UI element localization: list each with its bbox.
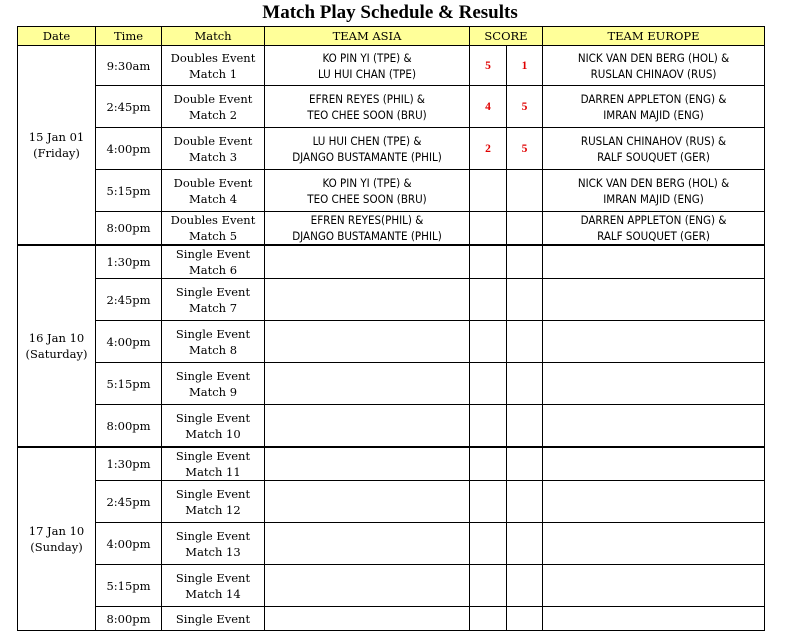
match-number: Match 9 bbox=[188, 384, 238, 399]
event-type: Single Event bbox=[175, 368, 251, 383]
team-asia-cell bbox=[265, 523, 470, 565]
team-asia-cell bbox=[265, 170, 470, 212]
page-title: Match Play Schedule & Results bbox=[262, 2, 518, 23]
score-asia: 4 bbox=[470, 86, 507, 128]
header-score: SCORE bbox=[470, 27, 543, 46]
score-asia bbox=[470, 523, 507, 565]
weekday-label: (Friday) bbox=[33, 146, 80, 160]
time-cell: 8:00pm bbox=[96, 607, 162, 631]
match-cell bbox=[162, 447, 265, 481]
match-cell bbox=[162, 523, 265, 565]
match-number: Match 10 bbox=[185, 426, 241, 441]
score-europe bbox=[507, 212, 543, 246]
time-cell: 1:30pm bbox=[96, 447, 162, 481]
europe-player-1: DARREN APPLETON (ENG) & bbox=[580, 213, 727, 227]
team-europe-cell bbox=[543, 523, 765, 565]
match-number: Match 5 bbox=[188, 229, 238, 243]
team-europe-cell bbox=[543, 565, 765, 607]
score-europe bbox=[507, 523, 543, 565]
match-cell bbox=[162, 481, 265, 523]
score-europe bbox=[507, 363, 543, 405]
event-type: Double Event bbox=[173, 175, 253, 190]
score-europe bbox=[507, 405, 543, 448]
asia-player-1: KO PIN YI (TPE) & bbox=[322, 50, 412, 65]
time-cell: 8:00pm bbox=[96, 405, 162, 448]
team-europe-cell bbox=[543, 245, 765, 279]
time-cell: 5:15pm bbox=[96, 565, 162, 607]
match-cell bbox=[162, 128, 265, 170]
match-number: Match 2 bbox=[188, 107, 238, 122]
time-cell: 4:00pm bbox=[96, 523, 162, 565]
table-row bbox=[18, 607, 765, 631]
event-type: Single Event bbox=[175, 449, 251, 463]
score-asia bbox=[470, 170, 507, 212]
europe-player-2: RALF SOUQUET (GER) bbox=[597, 149, 710, 164]
team-asia-cell bbox=[265, 321, 470, 363]
table-row bbox=[18, 447, 765, 481]
header-time: Time bbox=[96, 27, 162, 46]
europe-player-1: RUSLAN CHINAHOV (RUS) & bbox=[580, 133, 727, 148]
team-asia-cell bbox=[265, 86, 470, 128]
time-cell: 5:15pm bbox=[96, 170, 162, 212]
match-number: Match 8 bbox=[188, 342, 238, 357]
team-asia-cell bbox=[265, 447, 470, 481]
event-type: Doubles Event bbox=[170, 50, 256, 65]
header-match: Match bbox=[162, 27, 265, 46]
score-europe bbox=[507, 481, 543, 523]
match-number: Match 14 bbox=[185, 586, 241, 601]
match-cell bbox=[162, 565, 265, 607]
match-number: Match 11 bbox=[185, 465, 241, 479]
team-europe-cell bbox=[543, 128, 765, 170]
event-type: Doubles Event bbox=[170, 213, 256, 227]
time-cell: 9:30am bbox=[96, 46, 162, 86]
table-row bbox=[18, 86, 765, 128]
score-europe bbox=[507, 321, 543, 363]
table-row bbox=[18, 212, 765, 246]
score-europe: 5 bbox=[507, 86, 543, 128]
team-europe-cell bbox=[543, 363, 765, 405]
score-europe bbox=[507, 565, 543, 607]
europe-player-2: IMRAN MAJID (ENG) bbox=[603, 107, 704, 122]
table-row bbox=[18, 245, 765, 279]
header-row bbox=[18, 27, 765, 46]
match-number: Match 3 bbox=[188, 149, 238, 164]
score-asia: 2 bbox=[470, 128, 507, 170]
asia-player-2: DJANGO BUSTAMANTE (PHIL) bbox=[292, 149, 442, 164]
match-cell bbox=[162, 279, 265, 321]
time-cell: 4:00pm bbox=[96, 321, 162, 363]
team-asia-cell bbox=[265, 607, 470, 631]
event-type: Single Event bbox=[175, 486, 251, 501]
team-europe-cell bbox=[543, 447, 765, 481]
event-type: Single Event bbox=[175, 528, 251, 543]
event-type: Single Event bbox=[175, 410, 251, 425]
team-europe-cell bbox=[543, 170, 765, 212]
match-cell bbox=[162, 363, 265, 405]
team-asia-cell bbox=[265, 279, 470, 321]
score-asia bbox=[470, 212, 507, 246]
header-team-asia: TEAM ASIA bbox=[265, 27, 470, 46]
event-type: Single Event bbox=[175, 284, 251, 299]
table-row bbox=[18, 321, 765, 363]
score-asia bbox=[470, 245, 507, 279]
team-asia-cell bbox=[265, 46, 470, 86]
event-type: Single Event bbox=[175, 570, 251, 585]
team-asia-cell bbox=[265, 481, 470, 523]
table-row bbox=[18, 128, 765, 170]
date-cell bbox=[18, 46, 96, 246]
table-row bbox=[18, 481, 765, 523]
match-cell bbox=[162, 607, 265, 631]
europe-player-1: NICK VAN DEN BERG (HOL) & bbox=[577, 175, 730, 190]
europe-player-1: DARREN APPLETON (ENG) & bbox=[580, 91, 727, 106]
schedule-table bbox=[17, 26, 765, 631]
team-asia-cell bbox=[265, 405, 470, 448]
team-asia-cell bbox=[265, 128, 470, 170]
score-europe bbox=[507, 447, 543, 481]
score-asia bbox=[470, 607, 507, 631]
score-asia bbox=[470, 321, 507, 363]
time-cell: 8:00pm bbox=[96, 212, 162, 246]
team-europe-cell bbox=[543, 46, 765, 86]
score-asia bbox=[470, 279, 507, 321]
score-asia bbox=[470, 447, 507, 481]
time-cell: 2:45pm bbox=[96, 279, 162, 321]
team-europe-cell bbox=[543, 212, 765, 246]
asia-player-1: EFREN REYES (PHIL) & bbox=[309, 91, 425, 106]
asia-player-2: TEO CHEE SOON (BRU) bbox=[307, 107, 427, 122]
event-type: Single Event bbox=[175, 326, 251, 341]
asia-player-1: EFREN REYES(PHIL) & bbox=[310, 213, 424, 227]
table-row bbox=[18, 405, 765, 448]
team-europe-cell bbox=[543, 86, 765, 128]
score-europe bbox=[507, 170, 543, 212]
table-row bbox=[18, 565, 765, 607]
time-cell: 1:30pm bbox=[96, 245, 162, 279]
time-cell: 2:45pm bbox=[96, 481, 162, 523]
match-number: Match 1 bbox=[188, 66, 238, 81]
asia-player-2: TEO CHEE SOON (BRU) bbox=[307, 191, 427, 206]
event-type: Double Event bbox=[173, 91, 253, 106]
asia-player-1: LU HUI CHEN (TPE) & bbox=[312, 133, 422, 148]
match-number: Match 13 bbox=[185, 544, 241, 559]
date-label: 17 Jan 10 bbox=[28, 524, 85, 538]
match-cell bbox=[162, 46, 265, 86]
date-label: 16 Jan 10 bbox=[28, 331, 85, 345]
schedule-body bbox=[18, 46, 765, 631]
team-europe-cell bbox=[543, 321, 765, 363]
match-cell bbox=[162, 170, 265, 212]
team-asia-cell bbox=[265, 565, 470, 607]
team-asia-cell bbox=[265, 363, 470, 405]
team-europe-cell bbox=[543, 607, 765, 631]
europe-player-2: IMRAN MAJID (ENG) bbox=[603, 191, 704, 206]
time-cell: 5:15pm bbox=[96, 363, 162, 405]
score-europe: 5 bbox=[507, 128, 543, 170]
table-row bbox=[18, 363, 765, 405]
asia-player-2: DJANGO BUSTAMANTE (PHIL) bbox=[292, 229, 442, 243]
table-row bbox=[18, 46, 765, 86]
date-label: 15 Jan 01 bbox=[28, 130, 85, 144]
europe-player-1: NICK VAN DEN BERG (HOL) & bbox=[577, 50, 730, 65]
team-asia-cell bbox=[265, 245, 470, 279]
score-asia bbox=[470, 363, 507, 405]
weekday-label: (Sunday) bbox=[30, 540, 83, 554]
date-cell bbox=[18, 245, 96, 447]
score-europe bbox=[507, 607, 543, 631]
event-type: Single Event bbox=[175, 247, 251, 261]
asia-player-1: KO PIN YI (TPE) & bbox=[322, 175, 412, 190]
table-row bbox=[18, 523, 765, 565]
match-number: Match 12 bbox=[185, 502, 241, 517]
match-number: Match 4 bbox=[188, 191, 238, 206]
table-row bbox=[18, 279, 765, 321]
match-cell bbox=[162, 405, 265, 448]
time-cell: 2:45pm bbox=[96, 86, 162, 128]
time-cell: 4:00pm bbox=[96, 128, 162, 170]
event-type: Double Event bbox=[173, 133, 253, 148]
score-asia bbox=[470, 565, 507, 607]
match-number: Match 7 bbox=[188, 300, 238, 315]
score-asia: 5 bbox=[470, 46, 507, 86]
score-asia bbox=[470, 405, 507, 448]
event-type: Single Event bbox=[175, 611, 251, 626]
date-cell bbox=[18, 447, 96, 631]
score-europe bbox=[507, 279, 543, 321]
asia-player-2: LU HUI CHAN (TPE) bbox=[317, 66, 416, 81]
match-cell bbox=[162, 245, 265, 279]
europe-player-2: RALF SOUQUET (GER) bbox=[597, 229, 710, 243]
score-asia bbox=[470, 481, 507, 523]
match-cell bbox=[162, 321, 265, 363]
weekday-label: (Saturday) bbox=[25, 347, 88, 361]
match-number: Match 6 bbox=[188, 263, 238, 277]
team-europe-cell bbox=[543, 279, 765, 321]
score-europe: 1 bbox=[507, 46, 543, 86]
header-team-europe: TEAM EUROPE bbox=[543, 27, 765, 46]
table-row bbox=[18, 170, 765, 212]
match-cell bbox=[162, 212, 265, 246]
team-europe-cell bbox=[543, 481, 765, 523]
team-asia-cell bbox=[265, 212, 470, 246]
europe-player-2: RUSLAN CHINAOV (RUS) bbox=[590, 66, 717, 81]
header-date: Date bbox=[18, 27, 96, 46]
team-europe-cell bbox=[543, 405, 765, 448]
match-cell bbox=[162, 86, 265, 128]
score-europe bbox=[507, 245, 543, 279]
